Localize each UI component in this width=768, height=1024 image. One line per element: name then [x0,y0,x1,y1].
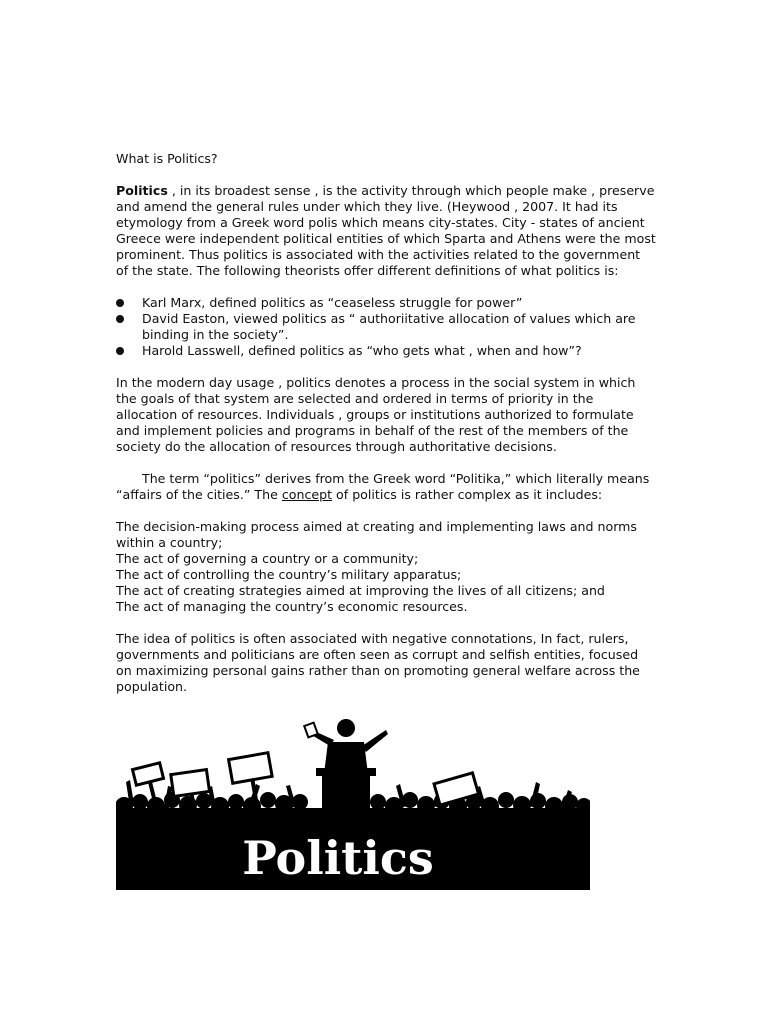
list-item: The act of controlling the country’s military apparatus; [116,567,462,582]
document-body [116,151,656,695]
theorist-definitions-list [116,295,656,359]
modern-usage-paragraph: In the modern day usage , politics denotes a process in the social system in which the goals of that system are selected and ordered in terms of priority in the allocation of resources. Individuals , groups or institutions authorized to formulate and implement policies and programs in behalf of the rest of the members of the society do the allocation of resources through authoritative decisions. [116,375,636,454]
politics-definition-paragraph [116,183,656,279]
bullet-icon [116,347,124,355]
list-item: David Easton, viewed politics as “ authoriitative allocation of values which are binding in the society”. [116,311,656,343]
politics-definition-text: , in its broadest sense , is the activity through which people make , preserve and amend the general rules under which they live. (Heywood , 2007. It had its etymology from a Greek word polis which means city-states. City - states of ancient Greece were independent political entities of which Sparta and Athens were the most prominent. Thus politics is associated with the activities related to the government of the state. The following theorists offer different definitions of what politics is: [116,183,656,278]
negative-connotations-paragraph: The idea of politics is often associated with negative connotations, In fact, rulers, governments and politicians are often seen as corrupt and selfish entities, focused on maximizing personal gains rather than on promoting general welfare across the population. [116,631,640,694]
politics-term: Politics [116,183,168,198]
list-item: The act of creating strategies aimed at improving the lives of all citizens; and [116,583,605,598]
document-heading: What is Politics? [116,151,218,166]
list-item: The decision-making process aimed at creating and implementing laws and norms within a country; [116,519,637,550]
list-item: Harold Lasswell, defined politics as “who gets what , when and how”? [116,343,656,359]
banner-title: Politics [242,831,434,885]
list-item: The act of managing the country’s economic resources. [116,599,468,614]
politics-crowd-illustration [116,716,590,890]
list-item: Karl Marx, defined politics as “ceaseless struggle for power” [116,295,656,311]
politics-includes-list [116,519,656,615]
bullet-icon [116,315,124,323]
list-item: The act of governing a country or a community; [116,551,419,566]
bullet-icon [116,299,124,307]
concept-word: concept [281,487,333,502]
etymology-paragraph: The term “politics” derives from the Greek word “Politika,” which literally means “affairs of the cities.” The concept of politics is rather complex as it includes: [116,471,650,502]
